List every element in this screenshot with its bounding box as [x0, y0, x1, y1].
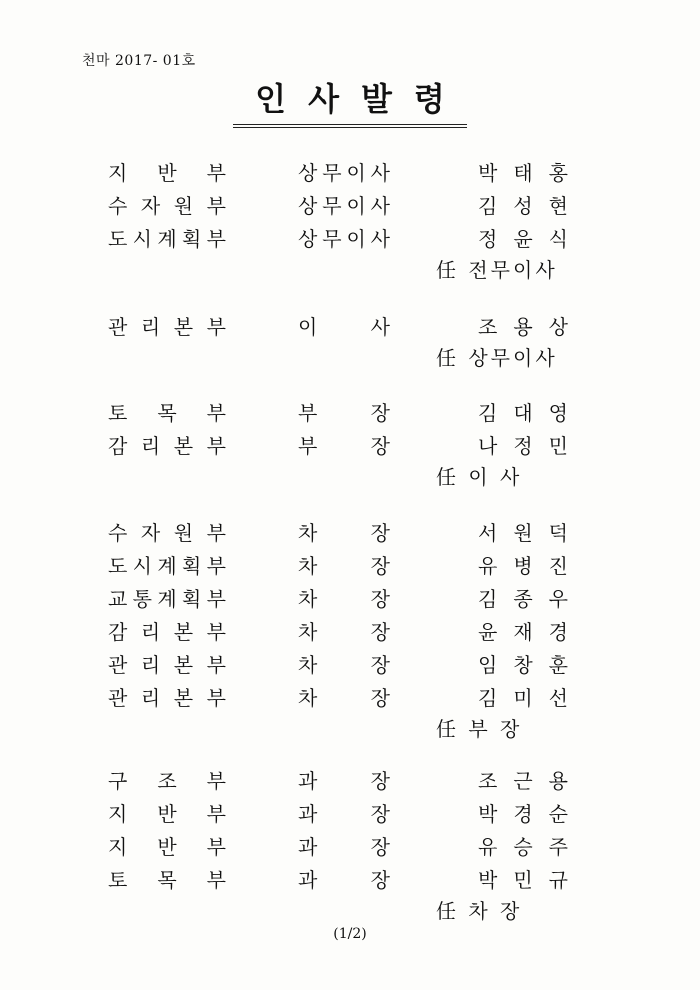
roster-row	[0, 158, 700, 188]
person-name: 유 병 진	[478, 554, 568, 578]
department: 지 반 부	[108, 161, 226, 185]
position: 부 장	[298, 434, 390, 458]
roster-row	[0, 683, 700, 713]
roster-row	[0, 584, 700, 614]
department: 감 리 본 부	[108, 434, 226, 458]
position: 차 장	[298, 587, 390, 611]
department: 지 반 부	[108, 802, 226, 826]
department: 관 리 본 부	[108, 686, 226, 710]
position: 과 장	[298, 802, 390, 826]
roster-row	[0, 865, 700, 895]
person-name: 박 경 순	[478, 802, 568, 826]
department: 수 자 원 부	[108, 521, 226, 545]
department: 토 목 부	[108, 401, 226, 425]
title-wrap	[0, 74, 700, 128]
person-name: 김 대 영	[478, 401, 568, 425]
person-name: 나 정 민	[478, 434, 568, 458]
roster-row	[0, 617, 700, 647]
position: 과 장	[298, 835, 390, 859]
position: 차 장	[298, 686, 390, 710]
person-name: 박 민 규	[478, 868, 568, 892]
department: 지 반 부	[108, 835, 226, 859]
person-name: 박 태 홍	[478, 161, 568, 185]
person-name: 정 윤 식	[478, 227, 568, 251]
person-name: 김 종 우	[478, 587, 568, 611]
position: 차 장	[298, 554, 390, 578]
position: 차 장	[298, 521, 390, 545]
department: 토 목 부	[108, 868, 226, 892]
person-name: 조 용 상	[478, 315, 568, 339]
department: 도 시 계 획 부	[108, 227, 226, 251]
person-name: 임 창 훈	[478, 653, 568, 677]
position: 상 무 이 사	[298, 194, 390, 218]
roster-row	[0, 766, 700, 796]
position: 상 무 이 사	[298, 227, 390, 251]
person-name: 김 성 현	[478, 194, 568, 218]
roster-row	[0, 191, 700, 221]
document-number: 천마 2017- 01호	[82, 53, 196, 69]
roster-row	[0, 551, 700, 581]
position: 차 장	[298, 620, 390, 644]
position: 이 사	[298, 315, 390, 339]
appointment-label: 任 차 장	[436, 899, 523, 923]
roster-row	[0, 431, 700, 461]
roster-row	[0, 832, 700, 862]
person-name: 유 승 주	[478, 835, 568, 859]
department: 감 리 본 부	[108, 620, 226, 644]
position: 차 장	[298, 653, 390, 677]
roster-row	[0, 518, 700, 548]
department: 구 조 부	[108, 769, 226, 793]
page-number: (1/2)	[333, 926, 367, 942]
roster-row	[0, 799, 700, 829]
document-title: 인사발령	[233, 74, 467, 128]
roster-row	[0, 398, 700, 428]
roster-row	[0, 224, 700, 254]
person-name: 서 원 덕	[478, 521, 568, 545]
person-name: 김 미 선	[478, 686, 568, 710]
position: 상 무 이 사	[298, 161, 390, 185]
department: 도 시 계 획 부	[108, 554, 226, 578]
appointment-label: 任 이 사	[436, 465, 523, 489]
roster-row	[0, 312, 700, 342]
appointment-label: 任 상무이사	[436, 346, 558, 370]
person-name: 윤 재 경	[478, 620, 568, 644]
department: 관 리 본 부	[108, 315, 226, 339]
position: 과 장	[298, 868, 390, 892]
position: 과 장	[298, 769, 390, 793]
department: 관 리 본 부	[108, 653, 226, 677]
position: 부 장	[298, 401, 390, 425]
department: 교 통 계 획 부	[108, 587, 226, 611]
appointment-label: 任 전무이사	[436, 258, 558, 282]
department: 수 자 원 부	[108, 194, 226, 218]
person-name: 조 근 용	[478, 769, 568, 793]
appointment-label: 任 부 장	[436, 717, 523, 741]
roster-row	[0, 650, 700, 680]
